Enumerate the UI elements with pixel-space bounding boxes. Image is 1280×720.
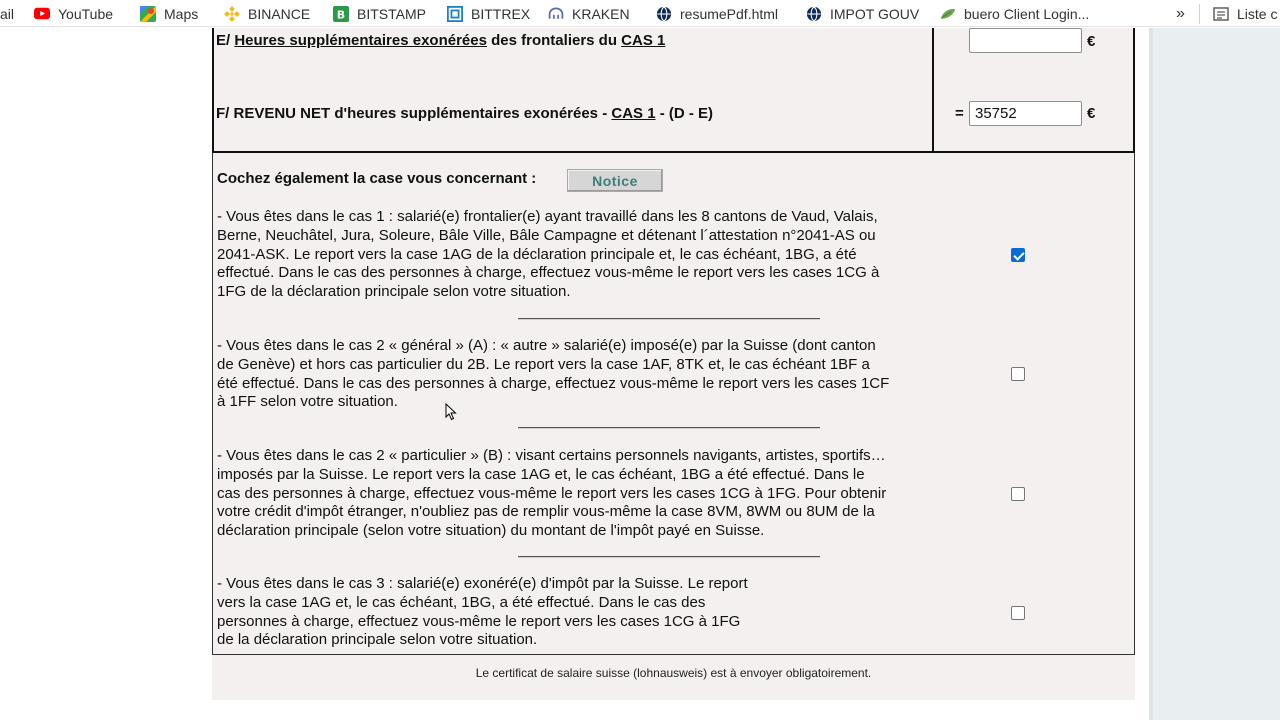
row-f-label [216,105,713,122]
row-f-divider [932,78,934,151]
row-f-equals: = [955,105,964,122]
bookmark-bittrex-label: BITTREX [471,5,531,22]
row-e-middle: des frontaliers du [486,32,622,49]
bookmark-bitstamp-label: BITSTAMP [357,5,426,22]
bookmark-buero-label: buero Client Login... [964,5,1090,22]
bookmark-resumepdf[interactable] [656,0,778,27]
case-1-line: 1FG de la déclaration principale selon votre situation. [217,283,571,301]
row-e-prefix: E/ [216,32,235,49]
bookmark-partial[interactable] [0,0,14,27]
bookmark-bittrex[interactable] [447,0,530,27]
row-e-underlined: Heures supplémentaires exonérées [234,32,487,49]
bookmark-bitstamp[interactable] [333,0,426,27]
bookmarks-bar [0,0,1280,27]
case-2b-line: déclaration principale (selon votre situation) du montant de l'impôt payé en Suisse. [217,522,765,540]
case-2b-line: imposés par la Suisse. Le report vers la case 1AG et, le cas échéant, 1BG a été effectué. Dans le [217,465,865,483]
row-f-input[interactable] [969,101,1082,126]
reading-list-icon [1213,6,1229,22]
row-f-cas: CAS 1 [611,105,656,122]
reading-list-button[interactable] [1213,0,1277,27]
case-1-line: - Vous êtes dans le cas 1 : salarié(e) frontalier(e) ayant travaillé dans les 8 cantons de Vaud, Valais, [217,208,878,225]
bookmark-youtube[interactable] [34,0,113,27]
page-right-gutter [1149,28,1280,720]
case-2b-line: cas des personnes à charge, effectuez vous-même le report vers les cases 1CG à 1FG. Pour obtenir [217,484,887,502]
case-3-checkbox[interactable] [1011,606,1025,620]
row-e [212,28,1135,80]
bookmarks-divider [1199,4,1200,24]
maps-icon [140,6,156,22]
case-2b-text [217,447,886,541]
case-2a-line: été effectué. Dans le cas des personnes à charge, effectuez vous-même le report vers les cases 1CF [217,374,890,392]
bookmark-resumepdf-label: resumePdf.html [680,5,779,22]
row-f-suffix: - (D - E) [655,105,714,122]
reading-list-label: Liste c [1237,5,1278,22]
row-f-currency: € [1087,105,1096,122]
svg-text:B: B [336,8,346,21]
case-1-line: 2041-ASK. Le report vers la case 1AG de la déclaration principale et, le cas échéant, 1BG, a été [217,245,857,263]
row-e-cas: CAS 1 [621,32,666,49]
notice-button[interactable]: Notice [567,169,663,192]
bitstamp-icon [333,6,349,22]
row-e-label [216,32,665,49]
kraken-icon [548,6,564,22]
globe-icon [656,6,672,22]
overflow-chevron-icon: » [1176,4,1185,22]
case-separator [518,556,820,558]
youtube-icon [34,6,50,22]
case-3-line: vers la case 1AG et, le cas échéant, 1BG, a été effectué. Dans le cas des [217,593,706,611]
case-selection-section [212,153,1135,655]
case-2b-checkbox[interactable] [1011,487,1025,501]
case-2a-line: à 1FF selon votre situation. [217,393,398,411]
case-selection-heading: Cochez également la case vous concernant : [217,170,537,187]
bookmark-partial-label: ail [0,5,15,22]
case-separator [518,318,820,320]
case-1-checkbox[interactable] [1011,248,1025,262]
bookmark-binance-label: BINANCE [248,5,311,22]
case-1-text [217,208,879,302]
mouse-cursor-icon [445,403,457,426]
row-f [212,78,1135,153]
row-e-currency: € [1087,33,1096,50]
row-e-divider [932,28,934,78]
binance-icon [224,6,240,22]
case-2b-line: votre crédit d'impôt étranger, n'oubliez pas de remplir vous-même la case 8VM, 8WM ou 8UM de la [217,503,875,521]
case-2a-line: de Genève) et hors cas particulier du 2B. Le report vers la case 1AF, 8TK et, le cas échéant 1BF a [217,355,870,373]
case-2a-text [217,337,889,412]
bookmark-impot-gouv-label: IMPOT GOUV [830,5,920,22]
bittrex-icon [447,6,463,22]
leaf-icon [940,6,956,22]
case-separator [518,427,820,429]
globe-icon [806,6,822,22]
bookmark-maps[interactable] [140,0,198,27]
row-e-input[interactable] [969,28,1082,53]
case-2a-line: - Vous êtes dans le cas 2 « général » (A) : « autre » salarié(e) imposé(e) par la Suisse (dont canton [217,337,876,354]
bookmark-buero[interactable] [940,0,1089,27]
bookmark-impot-gouv[interactable] [806,0,919,27]
page-right-gutter-edge [1149,28,1153,720]
bookmark-youtube-label: YouTube [58,5,114,22]
case-2a-checkbox[interactable] [1011,367,1025,381]
bookmark-binance[interactable] [224,0,310,27]
case-3-line: - Vous êtes dans le cas 3 : salarié(e) exonéré(e) d'impôt par la Suisse. Le report [217,575,748,592]
footnote: Le certificat de salaire suisse (lohnausweis) est à envoyer obligatoirement. [475,666,872,680]
case-1-line: effectué. Dans le cas des personnes à charge, effectuez vous-même le report vers les cases 1CG à [217,264,880,282]
case-3-text [217,575,748,650]
bookmark-kraken[interactable] [548,0,630,27]
case-2b-line: - Vous êtes dans le cas 2 « particulier » (B) : visant certains personnels navigants, artistes, sportifs… [217,447,886,464]
case-3-line: personnes à charge, effectuez vous-même le report vers les cases 1CG à 1FG [217,612,741,630]
row-f-prefix: F/ REVENU NET d'heures supplémentaires exonérées - [216,105,612,122]
bookmark-kraken-label: KRAKEN [572,5,630,22]
bookmarks-overflow-button[interactable] [1176,0,1185,27]
case-3-line: de la déclaration principale selon votre situation. [217,631,538,649]
bookmark-maps-label: Maps [164,5,199,22]
case-1-line: Berne, Neuchâtel, Jura, Soleure, Bâle Ville, Bâle Campagne et détenant l´attestation n°2041-AS ou [217,226,876,244]
